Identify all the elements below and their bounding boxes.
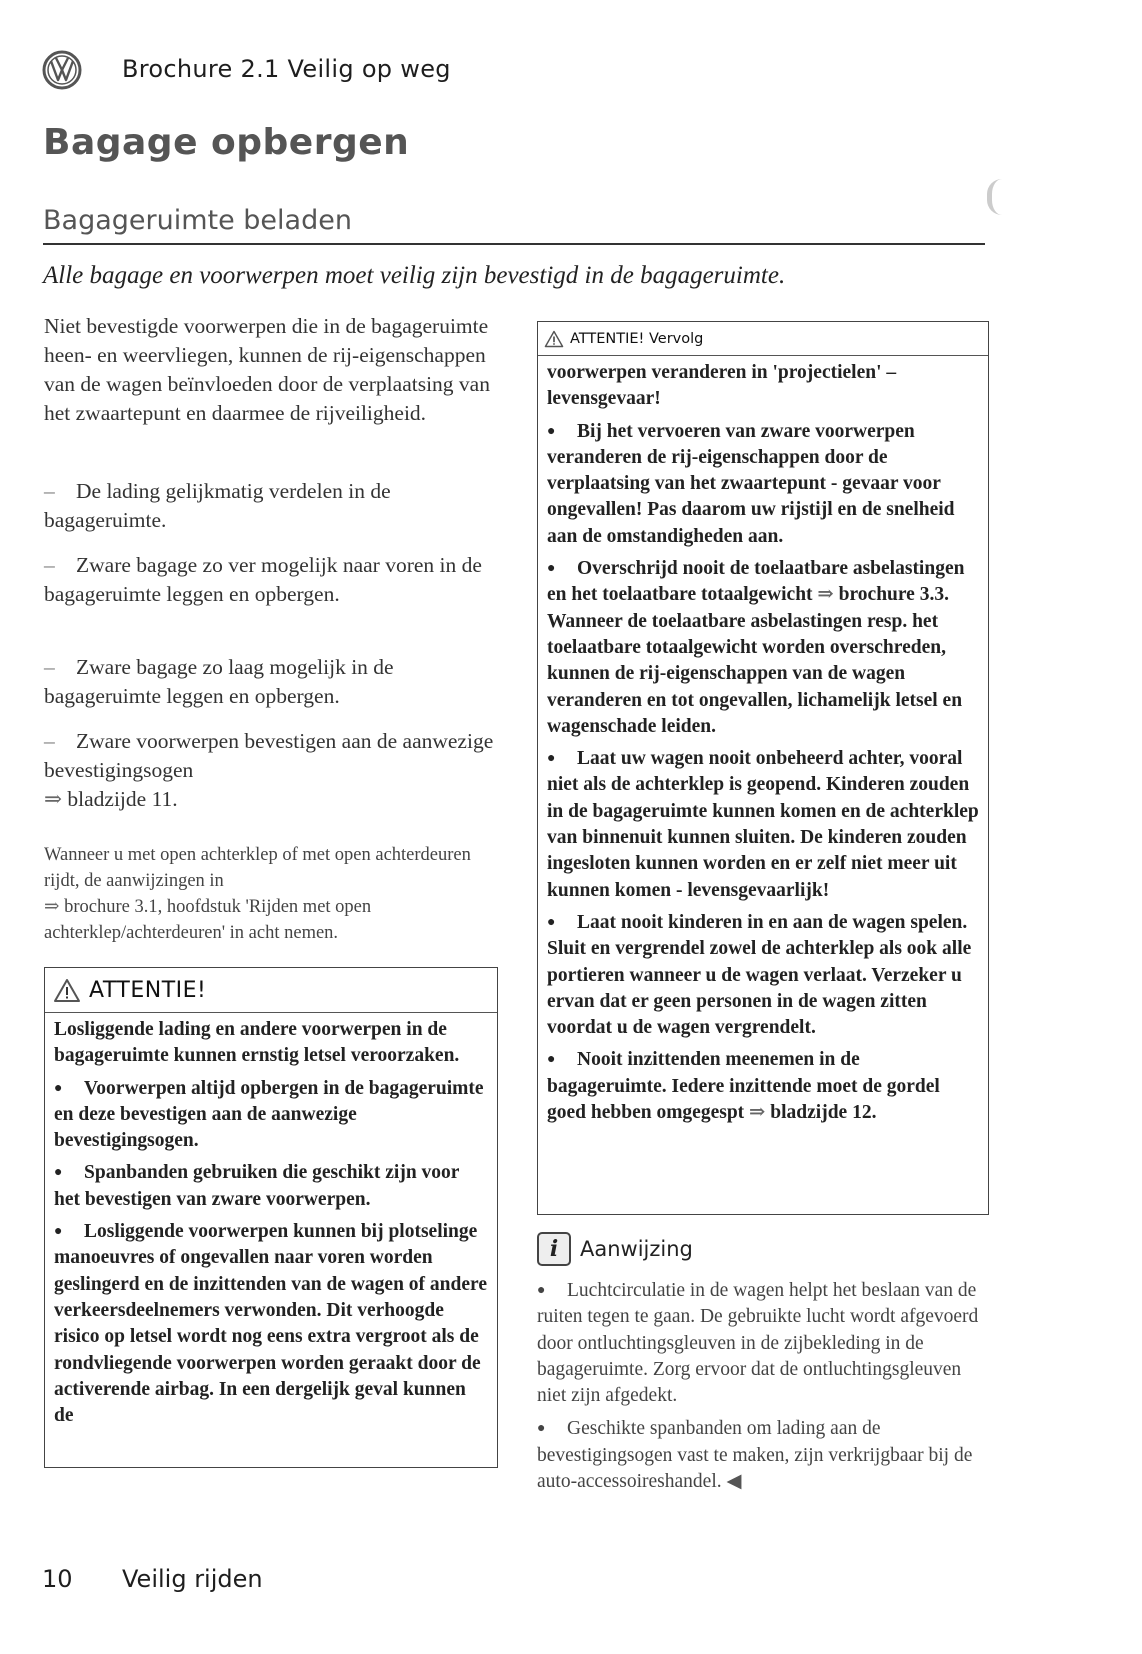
warning-bullet xyxy=(547,419,979,550)
bullet-icon: ● xyxy=(54,1165,63,1181)
warning-bullet xyxy=(547,1047,979,1126)
warning-lead: Losliggende lading en andere voorwerpen in de bagageruimte kunnen ernstig letsel veroorzaken. xyxy=(54,1019,460,1067)
reference-arrow-icon: ⇒ xyxy=(44,897,60,917)
running-head: Brochure 2.1 Veilig op weg xyxy=(122,55,451,83)
chapter-title: Veilig rijden xyxy=(122,1565,263,1593)
section-divider xyxy=(43,243,985,245)
dash-marker: – xyxy=(44,655,55,679)
hint-bullet xyxy=(537,1278,993,1409)
bullet-icon: ● xyxy=(547,423,556,439)
bullet-text: Voorwerpen altijd opbergen in de bagageruimte en deze bevestigen aan de aanwezige bevestigingsogen. xyxy=(54,1077,484,1152)
step-item xyxy=(44,477,496,535)
warning-lead: voorwerpen veranderen in 'projectielen' – levensgevaar! xyxy=(547,362,897,410)
section-subtitle: Alle bagage en voorwerpen moet veilig zijn bevestigd in de bagageruimte. xyxy=(43,262,786,289)
warning-body xyxy=(45,1013,497,1429)
bullet-icon: ● xyxy=(547,561,556,577)
step-item xyxy=(44,551,496,609)
bullet-text: Losliggende voorwerpen kunnen bij plotselinge manoeuvres of ongevallen naar voren worden geslingerd en de inzittenden van de wagen of andere verkeersdeelnemers verwonden. Dit verhoogde risico op letsel wordt nog eens extra vergroot als de rondvliegende voorwerpen worden geraakt door de activerende airbag. In een dergelijk geval kunnen de xyxy=(54,1221,487,1427)
note-text: Wanneer u met open achterklep of met open achterdeuren rijdt, de aanwijzingen in xyxy=(44,845,471,891)
end-of-section-icon: ◀ xyxy=(726,1471,742,1493)
bullet-icon: ● xyxy=(54,1080,63,1096)
thumb-tab-marker xyxy=(987,179,1002,215)
dash-marker: – xyxy=(44,553,55,577)
bullet-text: Nooit inzittenden meenemen in de bagageruimte. Iedere inzittende moet de gordel goed hebben omgegespt xyxy=(547,1049,940,1124)
bullet-text: Geschikte spanbanden om lading aan de bevestigingsogen vast te maken, zijn verkrijgbaar bij de auto-accessoireshandel. xyxy=(537,1418,973,1493)
warning-bullet xyxy=(54,1076,488,1155)
bullet-icon: ● xyxy=(547,914,556,930)
open-tailgate-note xyxy=(44,842,496,946)
step-text: Zware bagage zo laag mogelijk in de bagageruimte leggen en opbergen. xyxy=(44,655,394,708)
bullet-icon: ● xyxy=(537,1283,546,1298)
warning-box xyxy=(44,967,498,1468)
dash-marker: – xyxy=(44,729,55,753)
hint-bullet xyxy=(537,1416,993,1495)
page-reference-link[interactable]: bladzijde 12. xyxy=(770,1102,877,1124)
hint-header xyxy=(537,1232,693,1266)
warning-header xyxy=(45,968,497,1013)
warning-bullet xyxy=(54,1219,488,1429)
bullet-text: Spanbanden gebruiken die geschikt zijn voor het bevestigen van zware voorwerpen. xyxy=(54,1162,460,1210)
bullet-icon: ● xyxy=(537,1421,546,1437)
bullet-text: Laat nooit kinderen in en aan de wagen spelen. Sluit en vergrendel zowel de achterklep als ook alle portieren wanneer u de wagen verlaat. Verzeker u ervan dat er geen personen in de wagen zitten voordat u de wagen vergrendelt. xyxy=(547,911,972,1039)
vw-logo-icon xyxy=(42,50,82,90)
intro-paragraph: Niet bevestigde voorwerpen die in de bagageruimte heen- en weervliegen, kunnen de rij-eigenschappen van de wagen beïnvloeden door de verplaatsing van het zwaartepunt en daarmee de rijveiligheid. xyxy=(44,314,490,425)
step-text: De lading gelijkmatig verdelen in de bagageruimte. xyxy=(44,479,391,532)
page-number: 10 xyxy=(42,1565,73,1593)
dash-marker: – xyxy=(44,479,55,503)
reference-arrow-icon: ⇒ xyxy=(749,1102,766,1124)
warning-bullet xyxy=(547,556,979,740)
step-item xyxy=(44,727,496,814)
bullet-text: Laat uw wagen nooit onbeheerd achter, vooral niet als de achterklep is geopend. Kinderen zouden in de bagageruimte kunnen komen en de achterklep van binnenuit kunnen sluiten. De kinderen zouden ingesloten kunnen worden en er zelf niet meer uit kunnen komen - levensgevaarlijk! xyxy=(547,748,979,901)
page-title: Bagage opbergen xyxy=(43,122,410,163)
warning-continued-title: ATTENTIE! Vervolg xyxy=(570,330,704,347)
reference-arrow-icon: ⇒ xyxy=(817,584,834,606)
warning-triangle-icon xyxy=(544,330,564,348)
bullet-text: Overschrijd nooit de toelaatbare asbelastingen en het toelaatbare totaalgewicht xyxy=(547,558,965,606)
brochure-reference-link[interactable]: brochure 3.3. Wanneer de toelaatbare asbelastingen resp. het toelaatbare totaalgewicht worden overschreden, kunnen de rij-eigenschappen van de wagen veranderen en tot ongevallen, lichamelijk letsel en wagenschade leiden. xyxy=(547,584,963,737)
warning-bullet xyxy=(547,910,979,1041)
step-text: Zware bagage zo ver mogelijk naar voren in de bagageruimte leggen en opbergen. xyxy=(44,553,482,606)
warning-triangle-icon xyxy=(53,978,81,1003)
bullet-text: Luchtcirculatie in de wagen helpt het beslaan van de ruiten tegen te gaan. De gebruikte lucht wordt afgevoerd door ontluchtingsgleuven in de zijbekleding in de bagageruimte. Zorg ervoor dat de ontluchtingsgleuven niet zijn afgedekt. xyxy=(537,1280,979,1407)
hint-body xyxy=(537,1278,993,1502)
bullet-icon: ● xyxy=(54,1224,63,1240)
warning-title: ATTENTIE! xyxy=(89,977,207,1003)
info-icon: i xyxy=(537,1232,571,1266)
brochure-reference-link[interactable]: brochure 3.1, hoofdstuk 'Rijden met open achterklep/achterdeuren' in acht nemen. xyxy=(44,897,372,943)
warning-continued-header xyxy=(538,322,988,356)
step-item xyxy=(44,653,496,711)
warning-bullet xyxy=(547,746,979,904)
warning-continued-box xyxy=(537,321,989,1215)
step-text: Zware voorwerpen bevestigen aan de aanwezige bevestigingsogen xyxy=(44,729,494,782)
warning-bullet xyxy=(54,1160,488,1213)
bullet-icon: ● xyxy=(547,1052,556,1068)
bullet-text: Bij het vervoeren van zware voorwerpen veranderen de rij-eigenschappen door de verplaatsing van het zwaartepunt - gevaar voor ongevallen! Pas daarom uw rijstijl en de snelheid aan de omstandigheden aan. xyxy=(547,420,955,547)
reference-arrow-icon: ⇒ xyxy=(44,787,63,811)
section-title: Bagageruimte beladen xyxy=(43,205,352,236)
warning-continued-body xyxy=(538,356,988,1126)
page-reference-link[interactable]: bladzijde 11. xyxy=(67,787,178,811)
bullet-icon: ● xyxy=(547,751,556,767)
hint-title: Aanwijzing xyxy=(580,1237,693,1261)
